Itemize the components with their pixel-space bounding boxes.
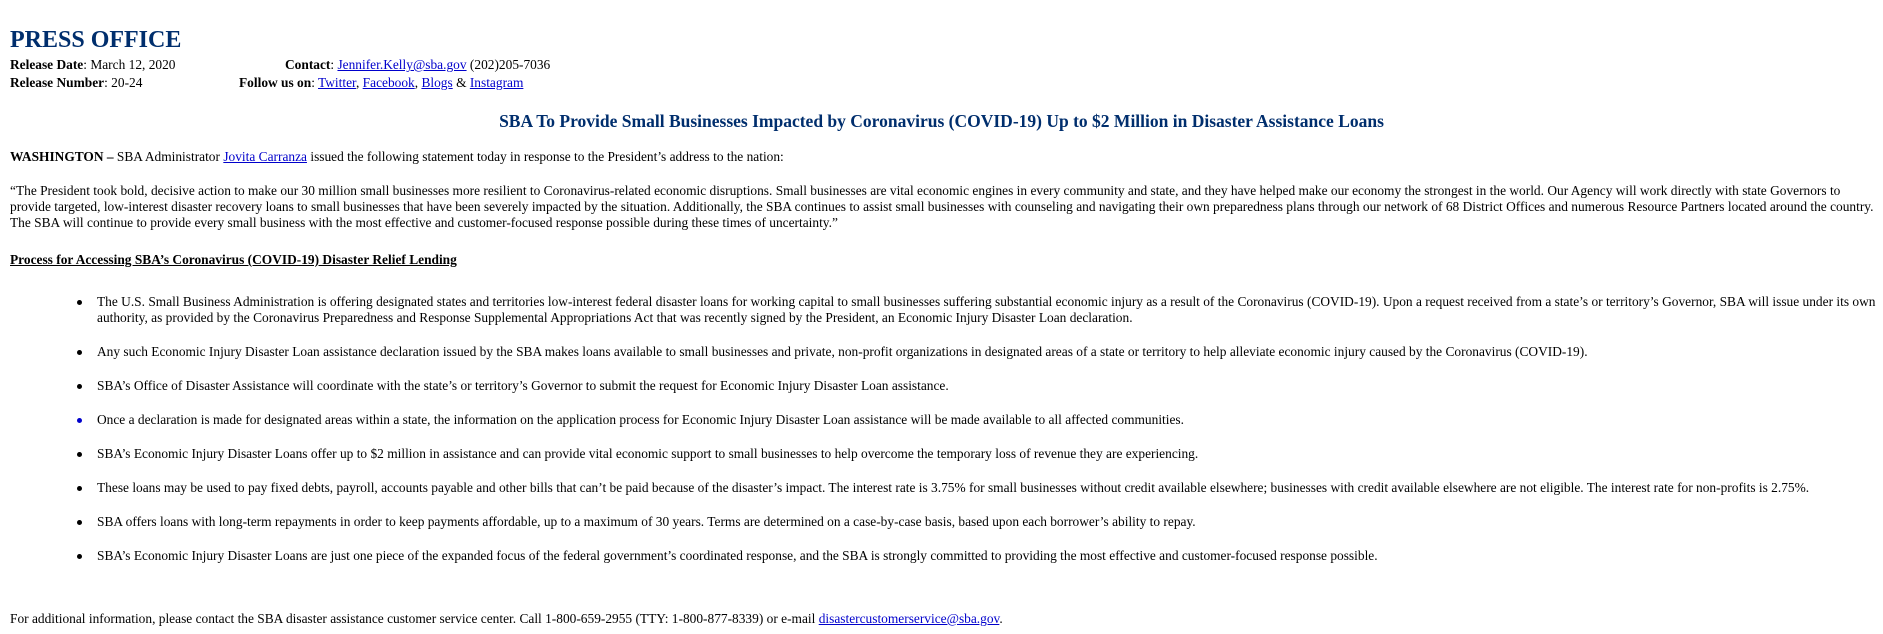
follow-label: Follow us on xyxy=(239,75,312,90)
contact-phone: (202)205-7036 xyxy=(469,57,551,72)
bullet-item: These loans may be used to pay fixed debts, payroll, accounts payable and other bills that can’t be paid because of the disaster’s impact. The interest rate is 3.75% for small businesses without credit available elsewhere; businesses with credit available elsewhere are not eligible. The interest rate for non-profits is 2.75%. xyxy=(97,480,1876,496)
follow-line: Follow us on: Twitter, Facebook, Blogs & Instagram xyxy=(239,75,524,90)
ampersand: & xyxy=(456,75,467,90)
disaster-email-link[interactable]: disastercustomerservice@sba.gov xyxy=(818,611,1000,626)
release-number-value: 20-24 xyxy=(111,75,143,90)
release-number-label: Release Number xyxy=(10,75,105,90)
footer-end: . xyxy=(999,611,1003,626)
release-date: Release Date: March 12, 2020 xyxy=(10,57,176,72)
bullet-item: SBA offers loans with long-term repayments in order to keep payments affordable, up to a maximum of 30 years. Terms are determined on a case-by-case basis, based upon each borrower’s ability to repay. xyxy=(97,514,1876,530)
bullet-item: The U.S. Small Business Administration is offering designated states and territories low-interest federal disaster loans for working capital to small businesses suffering substantial economic injury as a result of the Coronavirus (COVID-19). Upon a request received from a state’s or territory’s Governor, SBA will issue under its own authority, as provided by the Coronavirus Preparedness and Response Supplemental Appropriations Act that was recently signed by the President, an Economic Injury Disaster Loan declaration. xyxy=(97,294,1876,325)
footer-text: For additional information, please contact the SBA disaster assistance customer service center. Call 1-800-659-2955 (TTY: 1-800-877-8339) or e-mail xyxy=(10,611,816,626)
bullet-item: SBA’s Economic Injury Disaster Loans are just one piece of the expanded focus of the federal government’s coordinated response, and the SBA is strongly committed to providing the most effective and customer-focused response possible. xyxy=(97,548,1876,564)
release-date-label: Release Date xyxy=(10,57,84,72)
release-date-value: March 12, 2020 xyxy=(90,57,176,72)
instagram-link[interactable]: Instagram xyxy=(469,75,524,90)
contact-label: Contact xyxy=(285,57,331,72)
bullet-item: Any such Economic Injury Disaster Loan assistance declaration issued by the SBA makes loans available to small businesses and private, non-profit organizations in designated areas of a state or territory to help alleviate economic injury caused by the Coronavirus (COVID-19). xyxy=(97,344,1876,360)
intro-after-link: issued the following statement today in response to the President’s address to the nation: xyxy=(310,149,784,164)
bullet-list xyxy=(0,294,1876,582)
bullet-item: Once a declaration is made for designated areas within a state, the information on the application process for Economic Injury Disaster Loan assistance will be made available to all affected communities. xyxy=(97,412,1876,428)
contact-email-link[interactable]: Jennifer.Kelly@sba.gov xyxy=(337,57,467,72)
quote-paragraph: “The President took bold, decisive action to make our 30 million small businesses more resilient to Coronavirus-related economic disruptions. Small businesses are vital economic engines in every community and state, and they have helped make our economy the strongest in the world. Our Agency will work directly with state Governors to provide targeted, low-interest disaster recovery loans to small businesses that have been severely impacted by the situation. Additionally, the SBA continues to assist small businesses with counseling and navigating their own preparedness plans through our network of 68 District Offices and numerous Resource Partners located around the country. The SBA will continue to provide every small business with the most effective and customer-focused response possible during these times of uncertainty.” xyxy=(10,183,1874,230)
dateline: WASHINGTON – xyxy=(10,149,114,164)
administrator-link[interactable]: Jovita Carranza xyxy=(223,149,307,164)
bullet-item: SBA’s Economic Injury Disaster Loans offer up to $2 million in assistance and can provide vital economic support to small businesses to help overcome the temporary loss of revenue they are experiencing. xyxy=(97,446,1876,462)
press-office-title: PRESS OFFICE xyxy=(10,27,182,53)
release-number: Release Number: 20-24 xyxy=(10,75,143,90)
section-title: Process for Accessing SBA’s Coronavirus (COVID-19) Disaster Relief Lending xyxy=(10,252,457,267)
bullet-item: SBA’s Office of Disaster Assistance will coordinate with the state’s or territory’s Governor to submit the request for Economic Injury Disaster Loan assistance. xyxy=(97,378,1876,394)
headline: SBA To Provide Small Businesses Impacted by Coronavirus (COVID-19) Up to $2 Million in Disaster Assistance Loans xyxy=(499,111,1384,131)
blogs-link[interactable]: Blogs xyxy=(421,75,453,90)
twitter-link[interactable]: Twitter xyxy=(318,75,356,90)
contact-line: Contact: Jennifer.Kelly@sba.gov (202)205-7036 xyxy=(285,57,551,72)
facebook-link[interactable]: Facebook xyxy=(362,75,415,90)
intro-before-link: SBA Administrator xyxy=(116,149,220,164)
footer-paragraph xyxy=(10,611,1875,627)
intro-paragraph xyxy=(10,149,1875,165)
